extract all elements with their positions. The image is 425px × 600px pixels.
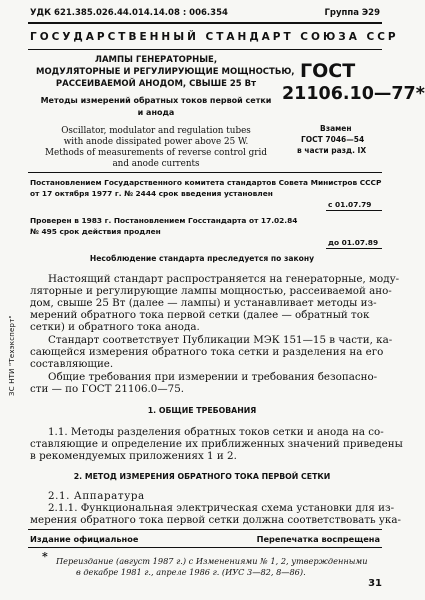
body-p2-line3: составляющие. <box>30 358 114 370</box>
extended-date-rule <box>326 248 382 249</box>
gost-number: 21106.10—77* <box>282 84 425 104</box>
replaces-label: Взамен <box>320 124 352 133</box>
reprint-prohibited: Перепечатка воспрещена <box>256 534 380 544</box>
title-ru-line1: ЛАМПЫ ГЕНЕРАТОРНЫЕ, <box>94 55 218 65</box>
header-rule-top <box>28 22 382 24</box>
title-ru-line5: и анода <box>137 108 175 117</box>
body-p2-line2: сающейся измерения обратного тока сетки и разделения на его <box>30 346 384 358</box>
extended-date: до 01.07.89 <box>328 238 379 247</box>
official-edition: Издание официальное <box>30 534 139 544</box>
body-p3-line2: сти — по ГОСТ 21106.0—75. <box>30 383 185 395</box>
section1-line1: 1.1. Методы разделения обратных токов сетки и анода на со- <box>48 426 384 438</box>
title-en-line1: Oscillator, modulator and regulation tubes <box>61 126 251 136</box>
side-stamp: ЗС НТИ "Техэксперт" <box>8 315 16 396</box>
title-rule <box>28 172 382 173</box>
effective-date-rule <box>326 210 382 211</box>
section2-line3: мерения обратного тока первой сетки должна соответствовать ука- <box>30 514 401 526</box>
section1-line3: в рекомендуемых приложениях 1 и 2. <box>30 450 237 462</box>
udk-code: УДК 621.385.026.44.014.14.08 : 006.354 <box>30 8 228 18</box>
body-p1-line1: Настоящий стандарт распространяется на генераторные, моду- <box>48 273 400 285</box>
replaces-part: в части разд. IX <box>297 146 367 155</box>
body-p1-line5: сетки) и обратного тока анода. <box>30 321 200 333</box>
footer-rule-lower <box>28 547 382 548</box>
gost-label: ГОСТ <box>300 60 356 82</box>
effective-date: с 01.07.79 <box>328 200 372 209</box>
title-ru-line3: РАССЕИВАЕМОЙ АНОДОМ, СВЫШЕ 25 Вт <box>55 79 257 89</box>
section1-heading: 1. ОБЩИЕ ТРЕБОВАНИЯ <box>147 406 257 415</box>
title-ru-line2: МОДУЛЯТОРНЫЕ И РЕГУЛИРУЮЩИЕ МОЩНОСТЬЮ, <box>36 67 295 77</box>
section1-line2: ставляющие и определение их приближенных значений приведены <box>30 438 403 450</box>
section2-line2: 2.1.1. Функциональная электрическая схема установки для из- <box>48 502 395 514</box>
replaces-gost: ГОСТ 7046—54 <box>301 135 365 144</box>
reissue-note-line2: в декабре 1981 г., апреле 1986 г. (ИУС 3—82, 8—86). <box>76 567 306 577</box>
decree-line2: от 17 октября 1977 г. № 2444 срок введения установлен <box>30 189 273 198</box>
law-warning: Несоблюдение стандарта преследуется по закону <box>89 254 315 263</box>
title-en-line3: Methods of measurements of reverse control grid <box>45 148 267 158</box>
asterisk-mark: * <box>42 550 48 563</box>
body-p1-line3: дом, свыше 25 Вт (далее — лампы) и устанавливает методы из- <box>30 297 377 309</box>
state-standard-banner: ГОСУДАРСТВЕННЫЙ СТАНДАРТ СОЮЗА ССР <box>30 31 399 43</box>
section2-line1: 2.1. Аппаратура <box>48 490 145 502</box>
decree-line3: Проверен в 1983 г. Постановлением Госстандарта от 17.02.84 <box>30 216 298 225</box>
body-p3-line1: Общие требования при измерении и требования безопасно- <box>48 371 378 383</box>
title-en-line4: and anode currents <box>112 159 200 169</box>
title-ru-line4: Методы измерений обратных токов первой сетки <box>40 96 272 105</box>
decree-line4: № 495 срок действия продлен <box>30 227 161 236</box>
group-code: Группа Э29 <box>324 8 380 18</box>
footer-rule <box>28 529 382 530</box>
section2-heading: 2. МЕТОД ИЗМЕРЕНИЯ ОБРАТНОГО ТОКА ПЕРВОЙ СЕТКИ <box>73 472 331 481</box>
page-number: 31 <box>368 578 382 589</box>
reissue-note-line1: Переиздание (август 1987 г.) с Изменениями № 1, 2, утвержденными <box>56 556 368 566</box>
title-en-line2: with anode dissipated power above 25 W. <box>63 137 249 147</box>
body-p1-line4: мерений обратного тока первой сетки (далее — обратный ток <box>30 309 370 321</box>
header-rule-bottom <box>28 49 382 50</box>
body-p2-line1: Стандарт соответствует Публикации МЭК 151—15 в части, ка- <box>48 334 393 346</box>
decree-line1: Постановлением Государственного комитета стандартов Совета Министров СССР <box>30 178 382 187</box>
body-p1-line2: ляторные и регулирующие лампы мощностью, рассеиваемой ано- <box>30 285 392 297</box>
